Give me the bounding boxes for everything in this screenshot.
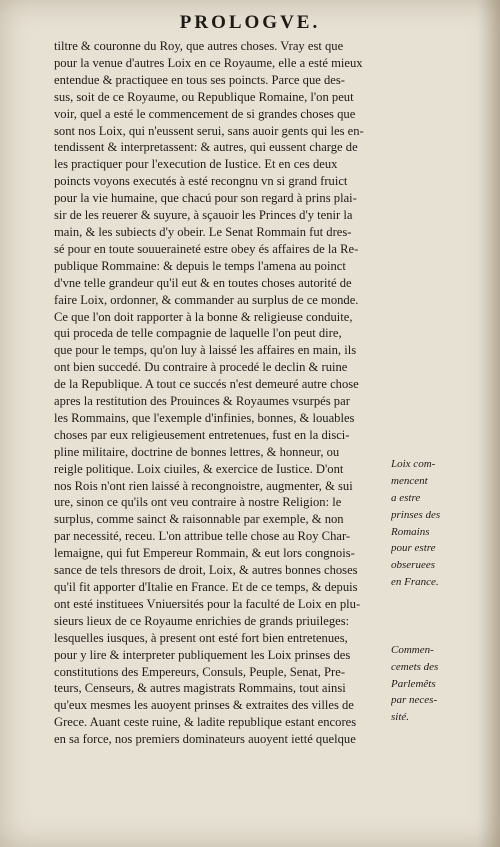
text-line: sus, soit de ce Royaume, ou Republique Romaine, l'on peut <box>54 89 354 104</box>
margin-note-line: Parlemêts <box>391 677 436 690</box>
text-line: sont nos Loix, qui n'eussent serui, sans auoir gents qui les en- <box>54 123 364 138</box>
text-line: Grece. Auant ceste ruine, & ladite republique estant encores <box>54 715 357 730</box>
margin-note-line: pour estre <box>391 542 436 555</box>
text-line: sir de les reuerer & suyure, à sçauoir les Princes d'y tenir la <box>54 208 353 223</box>
margin-notes <box>391 456 487 726</box>
text-line: publique Rommaine: & depuis le temps l'amena au poinct <box>54 258 346 273</box>
text-line: lemaigne, qui fut Empereur Rommain, & eut lors congnois- <box>54 546 355 561</box>
text-line: ont bien succedé. Du contraire à procedé le declin & ruine <box>54 360 348 375</box>
text-line: Ce que l'on doit rapporter à la bonne & religieuse conduite, <box>54 309 353 324</box>
text-line: poincts voyons executés à esté recongnu vn si grand fruict <box>54 174 348 189</box>
text-line: pline militaire, doctrine de bonnes lettres, & honneur, ou <box>54 444 340 459</box>
text-line: pour y lire & interpreter publiquement les Loix prinses des <box>54 647 351 662</box>
text-line: entendue & practiquee en tous ses poincts. Parce que des- <box>54 72 345 87</box>
text-line: teurs, Censeurs, & autres magistrats Rommains, tout ainsi <box>54 681 346 696</box>
text-line: lesquelles iusques, à present ont esté fort bien entretenues, <box>54 630 348 645</box>
text-line: voir, quel a esté le commencement de si grandes choses que <box>54 106 356 121</box>
text-line: faire Loix, ordonner, & commander au surplus de ce monde. <box>54 292 359 307</box>
margin-spacer <box>391 608 487 625</box>
margin-note-line: en France. <box>391 576 439 589</box>
text-line: ont esté instituees Vniuersités pour la faculté de Loix en plu- <box>54 596 361 611</box>
text-line: pour la venue d'autres Loix en ce Royaume, elle a esté mieux <box>54 55 363 70</box>
margin-note-line: cemets des <box>391 660 439 673</box>
text-line: qu'eux mesmes les auoyent prinses & extraites des villes de <box>54 698 354 713</box>
text-line: sé pour en toute souueraineté estre obey és affaires de la Re- <box>54 241 359 256</box>
text-line: nos Rois n'ont rien laissé à recongnoistre, augmenter, & sui <box>54 478 353 493</box>
text-line: choses par eux religieusement entretenues, fust en la disci- <box>54 427 350 442</box>
margin-note-line: par neces- <box>391 694 438 707</box>
margin-note-line: mencent <box>391 474 428 487</box>
text-line: pour la vie humaine, que chacú pour son regard à prins plai- <box>54 191 357 206</box>
text-line: que pour le temps, qu'on luy à laissé les affaires en main, ils <box>54 343 357 358</box>
margin-spacer <box>391 591 487 608</box>
text-line: en sa force, nos premiers dominateurs auoyent ietté quelque <box>54 732 356 747</box>
margin-note-line: Romains <box>391 525 430 538</box>
margin-note-line: sité. <box>391 711 410 724</box>
text-line: sieurs lieux de ce Royaume enrichies de grands priuileges: <box>54 613 350 628</box>
text-line: par necessité, receu. L'on attribue telle chose au Roy Char- <box>54 529 351 544</box>
text-line: ure, sinon ce qu'ils ont veu contraire à nostre Religion: le <box>54 495 342 510</box>
text-line: d'vne telle grandeur qu'il eut & en toutes choses autorité de <box>54 275 352 290</box>
text-line: qui proceda de telle compagnie de laquelle l'on peut dire, <box>54 326 342 341</box>
margin-spacer <box>391 625 487 642</box>
text-line: constitutions des Empereurs, Consuls, Peuple, Senat, Pre- <box>54 664 346 679</box>
margin-note-line: obseruees <box>391 559 435 572</box>
margin-note-line: a estre <box>391 491 421 504</box>
text-line: qu'il fit apporter d'Italie en France. Et de ce temps, & depuis <box>54 580 358 594</box>
body-text <box>54 38 449 748</box>
text-line: apres la restitution des Prouinces & Royaumes vsurpés par <box>54 394 350 409</box>
text-line: tiltre & couronne du Roy, que autres choses. Vray est que <box>54 39 344 53</box>
running-title: PROLOGVE. <box>179 12 321 33</box>
margin-note-line: Commen- <box>391 643 434 656</box>
text-line: reigle politique. Loix ciuiles, & exercice de Iustice. D'ont <box>54 461 344 476</box>
text-line: sance de tels thresors de droit, Loix, & autres bonnes choses <box>54 563 358 578</box>
text-line: de la Republique. A tout ce succés n'est demeuré autre chose <box>54 377 359 392</box>
text-line: main, & les subiects d'y obeir. Le Senat Rommain fut dres- <box>54 224 352 239</box>
margin-note-line: Loix com- <box>391 458 436 470</box>
text-line: les Rommains, que l'exemple d'infinies, bonnes, & louables <box>54 410 355 425</box>
text-line: tendissent & interpretassent: & autres, qui eussent charge de <box>54 140 358 155</box>
text-line: les practiquer pour l'execution de Iustice. Et en ces deux <box>54 157 338 172</box>
text-line: surplus, comme sainct & raisonnable par exemple, & non <box>54 512 344 527</box>
margin-note-line: prinses des <box>391 508 441 521</box>
